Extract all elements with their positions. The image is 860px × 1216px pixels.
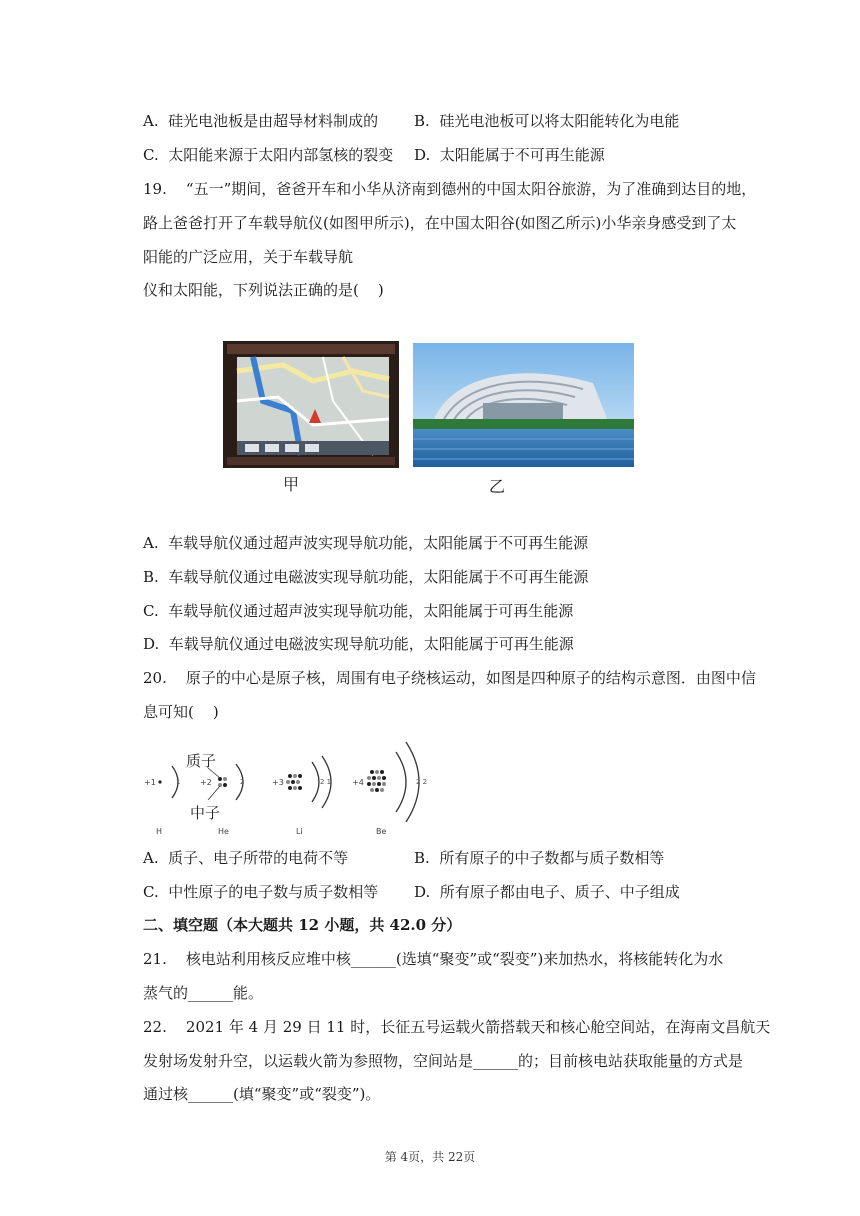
q18-option-d: D. 太阳能属于不可再生能源 <box>414 146 605 164</box>
atom-be-nucleus <box>367 770 386 792</box>
q19-option-d: D. 车载导航仪通过电磁波实现导航功能，太阳能属于可再生能源 <box>143 635 574 653</box>
atom-he-symbol: He <box>218 827 229 836</box>
q19-stem-line1: 19. “五一”期间，爸爸开车和小华从济南到德州的中国太阳谷旅游，为了准确到达目的地， <box>143 180 757 198</box>
figure-caption-jia: 甲 <box>283 475 300 494</box>
q19-stem-line3: 阳能的广泛应用，关于车载导航 <box>143 248 354 266</box>
neutron-callout-line <box>208 786 220 800</box>
car-navigator-photo <box>223 341 399 468</box>
q20-option-b: B. 所有原子的中子数都与质子数相等 <box>414 849 665 867</box>
atom-li-nucleus <box>286 774 302 790</box>
atom-h-nucleus <box>158 780 161 783</box>
atom-be-electrons: 2 2 <box>416 778 428 786</box>
page-footer: 第 4页，共 22页 <box>384 1150 476 1164</box>
atom-li-shell-inner <box>312 762 319 802</box>
atom-h-symbol: H <box>156 827 163 836</box>
q19-stem-line4: 仪和太阳能，下列说法正确的是( ) <box>143 281 384 299</box>
atom-li-charge: +3 <box>272 778 284 787</box>
q20-option-d: D. 所有原子都由电子、质子、中子组成 <box>414 883 680 901</box>
atom-he-nucleus <box>218 777 227 787</box>
q20-option-c: C. 中性原子的电子数与质子数相等 <box>143 883 379 901</box>
q20-stem-line2: 息可知( ) <box>143 703 219 721</box>
section-heading-fill-in: 二、填空题（本大题共 12 小题，共 42.0 分） <box>143 916 462 934</box>
atom-structure-diagram <box>140 738 440 840</box>
q18-option-c: C. 太阳能来源于太阳内部氢核的裂变 <box>143 146 394 164</box>
q22-line3: 通过核______(填“聚变”或“裂变”)。 <box>143 1085 381 1103</box>
q21-line1: 21. 核电站利用核反应堆中核______(选填“聚变”或“裂变”)来加热水，将核能转化为水 <box>143 950 724 968</box>
q20-stem-line1: 20. 原子的中心是原子核，周围有电子绕核运动，如图是四种原子的结构示意图．由图中信 <box>143 669 756 687</box>
atom-he-electrons: 2 <box>240 778 245 786</box>
q22-line1: 22. 2021 年 4 月 29 日 11 时，长征五号运载火箭搭载天和核心舱空间站，在海南文昌航天 <box>143 1018 771 1036</box>
atom-be-shell-inner <box>396 752 406 812</box>
proton-label: 质子 <box>186 752 217 770</box>
atom-li-symbol: Li <box>296 827 303 836</box>
q18-option-b: B. 硅光电池板可以将太阳能转化为电能 <box>414 112 680 130</box>
neutron-label: 中子 <box>190 804 221 822</box>
figure-caption-yi: 乙 <box>489 477 506 496</box>
q19-stem-line2: 路上爸爸打开了车载导航仪(如图甲所示)，在中国太阳谷(如图乙所示)小华亲身感受到了太 <box>143 214 737 232</box>
atom-h-electrons: 1 <box>176 778 181 786</box>
atom-he-charge: +2 <box>200 778 212 787</box>
q18-option-a: A. 硅光电池板是由超导材料制成的 <box>143 112 379 130</box>
atom-li-electrons: 2 1 <box>320 778 332 786</box>
q19-option-a: A. 车载导航仪通过超声波实现导航功能，太阳能属于不可再生能源 <box>143 534 589 552</box>
atom-h-charge: +1 <box>144 778 156 787</box>
atom-be-symbol: Be <box>376 827 387 836</box>
q19-option-c: C. 车载导航仪通过超声波实现导航功能，太阳能属于可再生能源 <box>143 602 574 620</box>
q19-option-b: B. 车载导航仪通过电磁波实现导航功能，太阳能属于不可再生能源 <box>143 568 589 586</box>
q20-option-a: A. 质子、电子所带的电荷不等 <box>143 849 349 867</box>
atom-be-charge: +4 <box>352 778 364 787</box>
solar-valley-photo <box>413 343 634 467</box>
q21-line2: 蒸气的______能。 <box>143 984 264 1002</box>
q22-line2: 发射场发射升空，以运载火箭为参照物，空间站是______的；目前核电站获取能量的方式是 <box>143 1052 744 1070</box>
